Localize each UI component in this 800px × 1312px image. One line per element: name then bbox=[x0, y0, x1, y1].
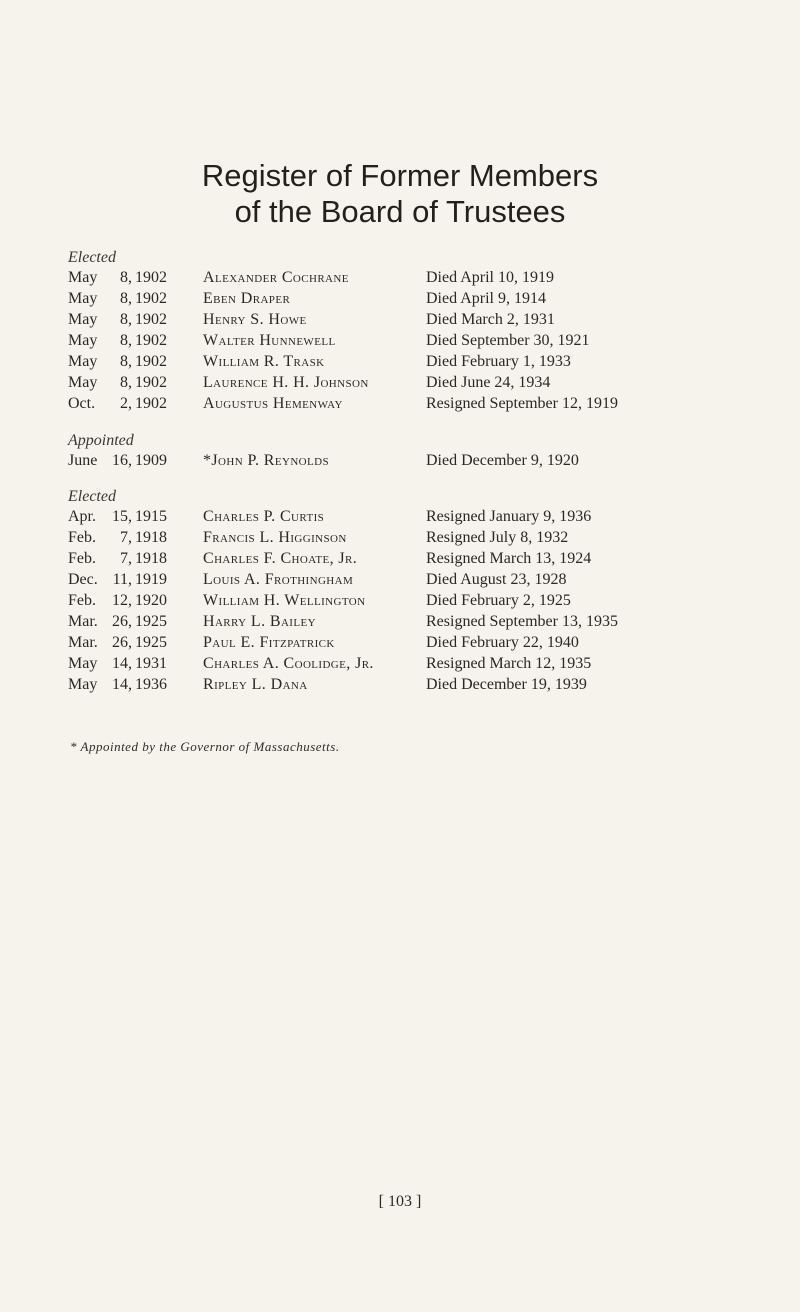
row-day: 8, bbox=[120, 332, 132, 349]
row-month: Feb. bbox=[68, 550, 96, 567]
table-row bbox=[0, 268, 800, 288]
row-name: Charles F. Choate, Jr. bbox=[203, 550, 358, 567]
table-row bbox=[0, 549, 800, 569]
row-name: Laurence H. H. Johnson bbox=[203, 374, 369, 391]
table-row bbox=[0, 612, 800, 632]
row-name: Harry L. Bailey bbox=[203, 613, 316, 630]
row-day: 11, bbox=[112, 571, 132, 588]
row-day: 14, bbox=[112, 676, 132, 693]
row-month: Dec. bbox=[68, 571, 98, 588]
table-row bbox=[0, 451, 800, 471]
row-name: Eben Draper bbox=[203, 290, 291, 307]
row-name: William H. Wellington bbox=[203, 592, 366, 609]
table-row bbox=[0, 507, 800, 527]
row-name: William R. Trask bbox=[203, 353, 325, 370]
row-name: Alexander Cochrane bbox=[203, 269, 349, 286]
row-status: Died June 24, 1934 bbox=[426, 374, 551, 391]
table-row bbox=[0, 528, 800, 548]
row-status: Died February 1, 1933 bbox=[426, 353, 571, 370]
row-day: 2, bbox=[120, 395, 132, 412]
row-status: Died February 22, 1940 bbox=[426, 634, 579, 651]
row-month: Apr. bbox=[68, 508, 96, 525]
row-name: *John P. Reynolds bbox=[203, 452, 329, 469]
row-year: 1920 bbox=[135, 592, 167, 609]
row-day: 16, bbox=[112, 452, 132, 469]
row-day: 14, bbox=[112, 655, 132, 672]
row-year: 1925 bbox=[135, 634, 167, 651]
row-year: 1902 bbox=[135, 269, 167, 286]
table-row bbox=[0, 373, 800, 393]
row-status: Died December 19, 1939 bbox=[426, 676, 587, 693]
row-year: 1902 bbox=[135, 332, 167, 349]
section-heading-elected: Elected bbox=[68, 249, 116, 266]
row-status: Resigned January 9, 1936 bbox=[426, 508, 592, 525]
row-year: 1902 bbox=[135, 290, 167, 307]
row-month: Oct. bbox=[68, 395, 96, 412]
page-title-line-1: Register of Former Members bbox=[201, 158, 599, 193]
row-day: 12, bbox=[112, 592, 132, 609]
table-row bbox=[0, 352, 800, 372]
row-month: May bbox=[68, 290, 98, 307]
row-day: 8, bbox=[120, 374, 132, 391]
row-name: Paul E. Fitzpatrick bbox=[203, 634, 335, 651]
row-name: Ripley L. Dana bbox=[203, 676, 308, 693]
row-status: Died February 2, 1925 bbox=[426, 592, 571, 609]
row-year: 1918 bbox=[135, 529, 167, 546]
row-month: Mar. bbox=[68, 634, 98, 651]
row-day: 8, bbox=[120, 311, 132, 328]
row-day: 8, bbox=[120, 290, 132, 307]
row-status: Resigned March 12, 1935 bbox=[426, 655, 592, 672]
row-year: 1902 bbox=[135, 374, 167, 391]
section-heading-elected-2: Elected bbox=[68, 488, 116, 505]
row-month: Mar. bbox=[68, 613, 98, 630]
table-row bbox=[0, 310, 800, 330]
row-year: 1915 bbox=[135, 508, 167, 525]
row-year: 1902 bbox=[135, 311, 167, 328]
table-row bbox=[0, 654, 800, 674]
row-day: 26, bbox=[112, 634, 132, 651]
row-month: May bbox=[68, 676, 98, 693]
row-name: Charles P. Curtis bbox=[203, 508, 325, 525]
row-month: June bbox=[68, 452, 98, 469]
row-year: 1902 bbox=[135, 353, 167, 370]
row-month: May bbox=[68, 332, 98, 349]
row-month: May bbox=[68, 311, 98, 328]
table-row bbox=[0, 675, 800, 695]
row-day: 8, bbox=[120, 269, 132, 286]
row-status: Resigned September 13, 1935 bbox=[426, 613, 618, 630]
row-status: Died April 9, 1914 bbox=[426, 290, 546, 307]
row-name: Walter Hunnewell bbox=[203, 332, 336, 349]
row-status: Died August 23, 1928 bbox=[426, 571, 567, 588]
row-name: Louis A. Frothingham bbox=[203, 571, 354, 588]
row-status: Resigned September 12, 1919 bbox=[426, 395, 618, 412]
row-year: 1919 bbox=[135, 571, 167, 588]
row-year: 1931 bbox=[135, 655, 167, 672]
row-name: Charles A. Coolidge, Jr. bbox=[203, 655, 374, 672]
footnote: * Appointed by the Governor of Massachusetts. bbox=[70, 739, 340, 754]
row-day: 7, bbox=[120, 529, 132, 546]
table-row bbox=[0, 591, 800, 611]
row-year: 1936 bbox=[135, 676, 167, 693]
table-row bbox=[0, 570, 800, 590]
row-year: 1902 bbox=[135, 395, 167, 412]
row-month: May bbox=[68, 353, 98, 370]
row-status: Died April 10, 1919 bbox=[426, 269, 554, 286]
row-status: Died March 2, 1931 bbox=[426, 311, 555, 328]
page-title bbox=[0, 158, 800, 230]
row-day: 8, bbox=[120, 353, 132, 370]
row-status: Resigned March 13, 1924 bbox=[426, 550, 592, 567]
row-year: 1918 bbox=[135, 550, 167, 567]
row-status: Died September 30, 1921 bbox=[426, 332, 590, 349]
row-name: Henry S. Howe bbox=[203, 311, 307, 328]
row-month: Feb. bbox=[68, 592, 96, 609]
row-day: 7, bbox=[120, 550, 132, 567]
row-status: Resigned July 8, 1932 bbox=[426, 529, 569, 546]
table-row bbox=[0, 394, 800, 414]
table-row bbox=[0, 331, 800, 351]
page-number: [ 103 ] bbox=[378, 1193, 422, 1210]
row-year: 1909 bbox=[135, 452, 167, 469]
row-name: Augustus Hemenway bbox=[203, 395, 343, 412]
row-month: Feb. bbox=[68, 529, 96, 546]
row-name: Francis L. Higginson bbox=[203, 529, 347, 546]
page-title-line-2: of the Board of Trustees bbox=[234, 194, 566, 229]
row-month: May bbox=[68, 269, 98, 286]
row-status: Died December 9, 1920 bbox=[426, 452, 579, 469]
section-heading-appointed: Appointed bbox=[68, 432, 134, 449]
row-month: May bbox=[68, 374, 98, 391]
table-row bbox=[0, 289, 800, 309]
row-month: May bbox=[68, 655, 98, 672]
row-day: 26, bbox=[112, 613, 132, 630]
table-row bbox=[0, 633, 800, 653]
row-day: 15, bbox=[112, 508, 132, 525]
row-year: 1925 bbox=[135, 613, 167, 630]
